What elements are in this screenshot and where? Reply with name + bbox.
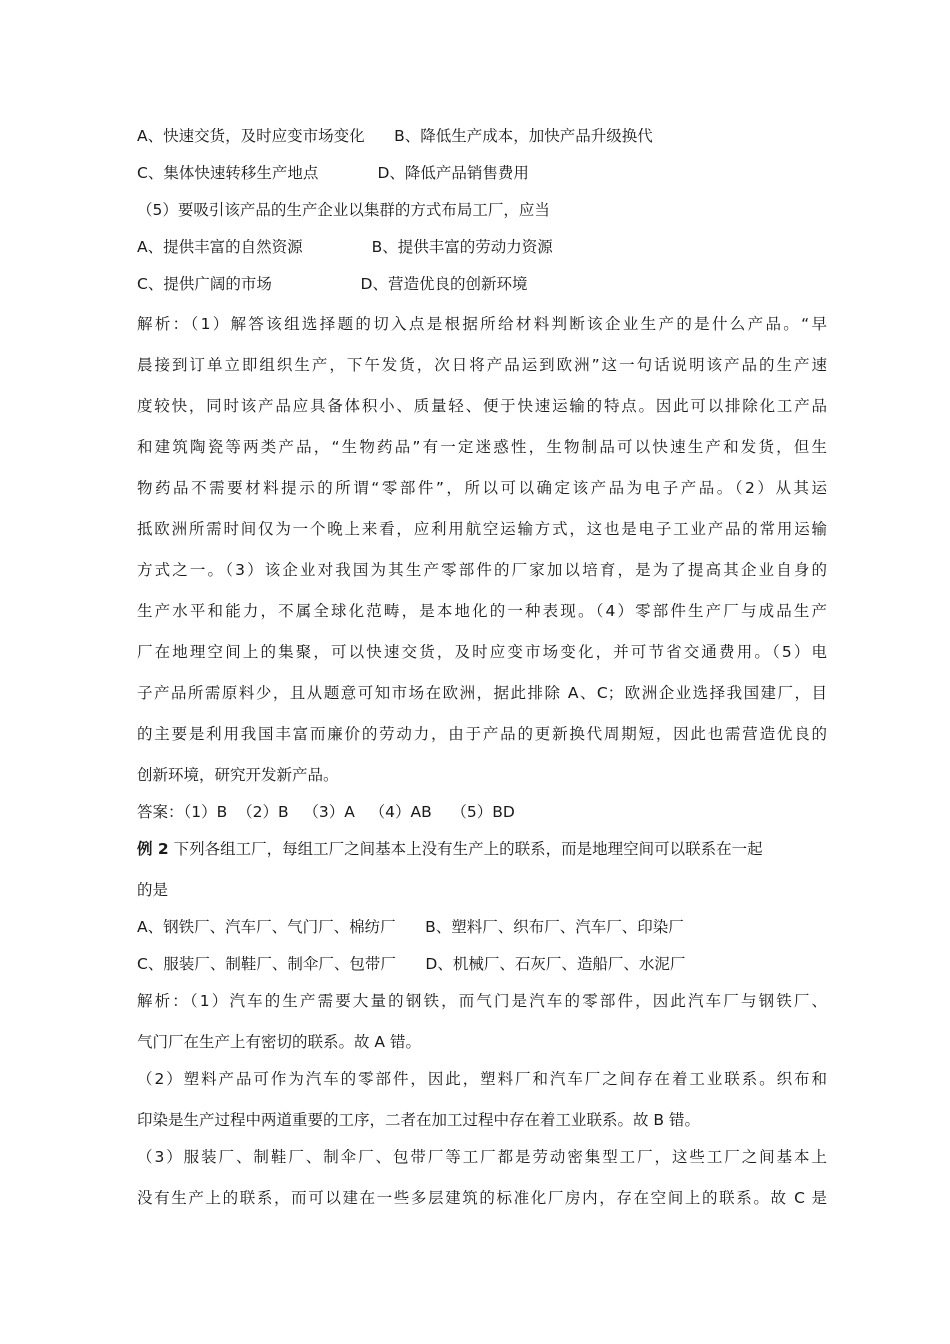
example-2-question (137, 838, 827, 860)
option-line-a-b: A、钢铁厂、汽车厂、气门厂、棉纺厂 B、塑料厂、织布厂、汽车厂、印染厂 (137, 918, 684, 936)
analysis-line: （3）服装厂、制鞋厂、制伞厂、包带厂等工厂都是劳动密集型工厂，这些工厂之间基本上 (137, 1148, 827, 1166)
example-question-text: 下列各组工厂，每组工厂之间基本上没有生产上的联系，而是地理空间可以联系在一起 (173, 840, 763, 858)
analysis-line: 解析：（1）解答该组选择题的切入点是根据所给材料判断该企业生产的是什么产品。“早 (137, 315, 827, 333)
analysis-line: 厂在地理空间上的集聚，可以快速交货，及时应变市场变化，并可节省交通费用。（5）电 (137, 643, 827, 661)
question-5: （5）要吸引该产品的生产企业以集群的方式布局工厂，应当 (137, 201, 550, 219)
option-line-c-d: C、集体快速转移生产地点 D、降低产品销售费用 (137, 164, 529, 182)
option-line-c-d: C、服装厂、制鞋厂、制伞厂、包带厂 D、机械厂、石灰厂、造船厂、水泥厂 (137, 955, 686, 973)
analysis-line: 印染是生产过程中两道重要的工序，二者在加工过程中存在着工业联系。故 B 错。 (137, 1111, 700, 1129)
answer-line: 答案：（1）B （2）B （3）A （4）AB （5）BD (137, 803, 515, 821)
analysis-line: 创新环境，研究开发新产品。 (137, 766, 339, 784)
analysis-line: 度较快，同时该产品应具备体积小、质量轻、便于快速运输的特点。因此可以排除化工产品 (137, 397, 827, 415)
analysis-line: 气门厂在生产上有密切的联系。故 A 错。 (137, 1033, 421, 1051)
analysis-line: 没有生产上的联系，而可以建在一些多层建筑的标准化厂房内，存在空间上的联系。故 C 是 (137, 1189, 827, 1207)
analysis-line: 抵欧洲所需时间仅为一个晚上来看，应利用航空运输方式，这也是电子工业产品的常用运输 (137, 520, 827, 538)
analysis-line: 和建筑陶瓷等两类产品，“生物药品”有一定迷惑性，生物制品可以快速生产和发货，但生 (137, 438, 827, 456)
option-line-a-b: A、提供丰富的自然资源 B、提供丰富的劳动力资源 (137, 238, 553, 256)
analysis-line: 生产水平和能力，不属全球化范畴，是本地化的一种表现。（4）零部件生产厂与成品生产 (137, 602, 827, 620)
analysis-line: 解析：（1）汽车的生产需要大量的钢铁，而气门是汽车的零部件，因此汽车厂与钢铁厂、 (137, 992, 827, 1010)
example-label: 例 2 (137, 840, 169, 858)
analysis-line: 物药品不需要材料提示的所谓“零部件”，所以可以确定该产品为电子产品。（2）从其运 (137, 479, 827, 497)
analysis-line: 子产品所需原料少，且从题意可知市场在欧洲，据此排除 A、C；欧洲企业选择我国建厂，目 (137, 684, 827, 702)
analysis-line: 方式之一。（3）该企业对我国为其生产零部件的厂家加以培育，是为了提高其企业自身的 (137, 561, 827, 579)
option-line-c-d: C、提供广阔的市场 D、营造优良的创新环境 (137, 275, 528, 293)
analysis-line: （2）塑料产品可作为汽车的零部件，因此，塑料厂和汽车厂之间存在着工业联系。织布和 (137, 1070, 827, 1088)
analysis-line: 的主要是利用我国丰富而廉价的劳动力，由于产品的更新换代周期短，因此也需营造优良的 (137, 725, 827, 743)
option-line-a-b: A、快速交货，及时应变市场变化 B、降低生产成本，加快产品升级换代 (137, 127, 653, 145)
example-question-text: 的是 (137, 881, 169, 899)
analysis-line: 晨接到订单立即组织生产，下午发货，次日将产品运到欧洲”这一句话说明该产品的生产速 (137, 356, 827, 374)
